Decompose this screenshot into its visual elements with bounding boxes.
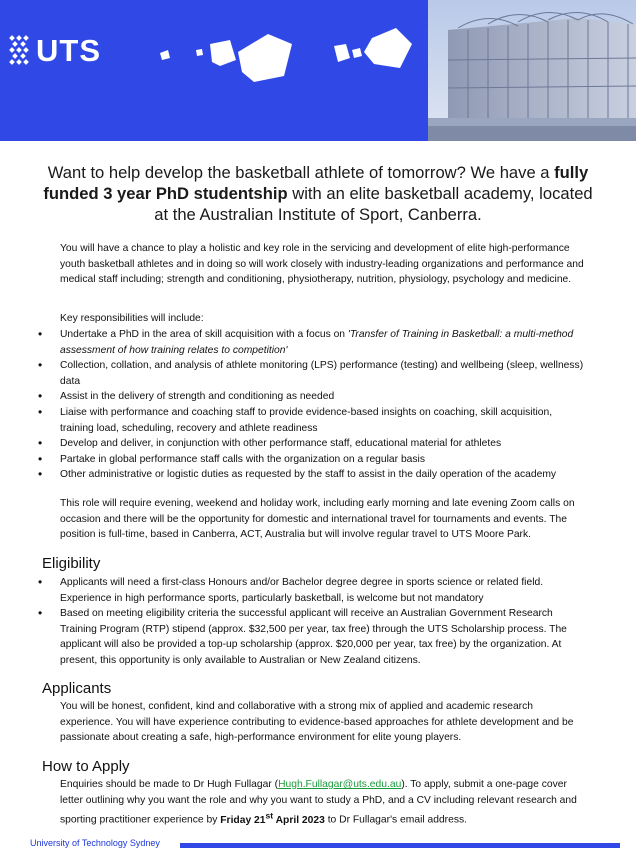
- responsibilities-list: [60, 327, 586, 483]
- list-item: • Applicants will need a first-class Honours and/or Bachelor degree degree in sports science or related field. Experience in high performance sports, particularly basketball, is welcome but not mandatory: [60, 575, 586, 606]
- list-item: [60, 327, 586, 358]
- eligibility-heading: Eligibility: [42, 555, 101, 572]
- email-link[interactable]: Hugh.Fullagar@uts.edu.au: [278, 779, 402, 790]
- list-item: • Partake in global performance staff calls with the organization on a regular basis: [60, 452, 586, 468]
- deadline: [220, 810, 325, 826]
- intro-paragraph: You will have a chance to play a holistic and key role in the servicing and development of elite high-performance youth basketball athletes and in doing so will work closely with industry-leading organizations and performance and medical staff including; strength and conditioning, physiotherapy, nutrition, physiology, psychology and medicine.: [60, 243, 584, 286]
- list-item: • Develop and deliver, in conjunction with other performance staff, educational material for athletes: [60, 436, 586, 452]
- headline-bold: fully funded 3 year PhD studentship: [43, 163, 589, 203]
- uts-logo-text: UTS: [36, 33, 101, 68]
- header-banner: [0, 0, 636, 141]
- list-item: • Other administrative or logistic duties as requested by the staff to assist in the daily operation of the academy: [60, 467, 586, 483]
- uts-logo: [8, 34, 101, 68]
- list-item: • Assist in the delivery of strength and conditioning as needed: [60, 389, 586, 405]
- list-item: • Based on meeting eligibility criteria the successful applicant will receive an Australian Government Research Training Program (RTP) stipend (approx. $32,500 per year, tax free) through the UTS Scholarship process. The applicant will also be provided a top-up scholarship (approx. $20,000 per year, tax free) by the organization. At present, this opportunity is only available to Australian or New Zealand citizens.: [60, 606, 586, 668]
- thesis-title: 'Transfer of Training in Basketball: a multi-method assessment of how training relates to competition': [60, 329, 574, 356]
- apply-text-mid: ). To apply, submit a one-page cover letter outlining why you want the role and why you want to study a PhD, and a CV including relevant research and sporting practitioner experience by: [60, 779, 577, 826]
- how-to-apply-heading: How to Apply: [42, 758, 130, 775]
- list-item-text: Undertake a PhD in the area of skill acquisition with a focus on: [60, 329, 348, 340]
- applicants-text: You will be honest, confident, kind and collaborative with a strong mix of applied and academic research experience. You will have experience contributing to evidence-based approaches for athlete development and be passionate about creating a safe, high-performance environment for elite young players.: [60, 701, 574, 744]
- footer-university-name: University of Technology Sydney: [30, 838, 160, 848]
- apply-text-post: to Dr Fullagar's email address.: [324, 814, 467, 826]
- list-item: • Collection, collation, and analysis of athlete monitoring (LPS) performance (testing) and wellbeing (sleep, wellness) data: [60, 358, 586, 389]
- role-note: This role will require evening, weekend and holiday work, including early morning and late evening Zoom calls on occasion and there will be the opportunity for domestic and international travel for tournaments and events. The position is full-time, based in Canberra, ACT, Australia but will involve regular travel to UTS Moore Park.: [60, 498, 575, 541]
- responsibilities-heading: Key responsibilities will include:: [60, 313, 204, 324]
- list-item: • Liaise with performance and coaching staff to provide evidence-based insights on coaching, skill acquisition, training load, scheduling, recovery and athlete readiness: [60, 405, 586, 436]
- building-photo: [428, 0, 636, 141]
- deadline-day: Friday 21: [220, 814, 266, 826]
- applicants-heading: Applicants: [42, 680, 112, 697]
- headline-part1: Want to help develop the basketball athlete of tomorrow? We have a: [47, 163, 555, 182]
- headline: [40, 162, 596, 225]
- headline-part2: with an elite basketball academy, located at the Australian Institute of Sport, Canberra.: [154, 184, 593, 224]
- deadline-rest: April 2023: [273, 814, 325, 826]
- decorative-shapes: [150, 20, 430, 120]
- deadline-suffix: st: [265, 810, 274, 821]
- footer-rule: [180, 843, 620, 848]
- apply-text: [60, 777, 584, 828]
- uts-logo-icon: [8, 34, 30, 68]
- eligibility-list: [60, 575, 586, 669]
- apply-text-pre: Enquiries should be made to Dr Hugh Fullagar (: [60, 779, 279, 790]
